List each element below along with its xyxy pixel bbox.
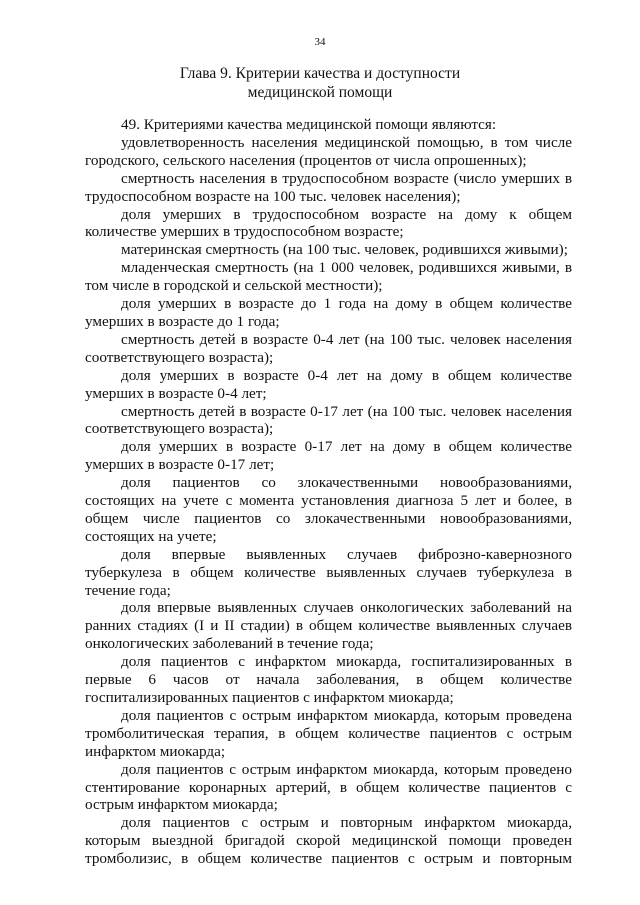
paragraph: доля умерших в возрасте 0-4 лет на дому в общем количестве умерших в возрасте 0-4 лет;: [85, 366, 572, 402]
paragraph: доля пациентов с острым и повторным инфарктом миокарда, которым выездной бригадой скорой медицинской помощи проведен тромболизис, в общем количестве пациентов с острым и повторным: [85, 814, 572, 868]
page-number: 34: [314, 36, 326, 48]
paragraph: доля умерших в трудоспособном возрасте на дому к общем количестве умерших в трудоспособном возрасте;: [85, 205, 572, 241]
paragraph: удовлетворенность населения медицинской помощью, в том числе городского, сельского населения (процентов от числа опрошенных);: [85, 133, 572, 169]
paragraph: доля впервые выявленных случаев фиброзно-кавернозного туберкулеза в общем количестве выявленных случаев туберкулеза в течение года;: [85, 545, 572, 599]
paragraph: младенческая смертность (на 1 000 человек, родившихся живыми, в том числе в городской и сельской местности);: [85, 259, 572, 295]
paragraph: доля пациентов с острым инфарктом миокарда, которым проведено стентирование коронарных артерий, в общем количестве пациентов с острым инфарктом миокарда;: [85, 760, 572, 814]
paragraph: доля пациентов с острым инфарктом миокарда, которым проведена тромболитическая терапия, в общем количестве пациентов с острым инфарктом миокарда;: [85, 706, 572, 760]
paragraph: доля пациентов со злокачественными новообразованиями, состоящих на учете с момента установления диагноза 5 лет и более, в общем числе пациентов со злокачественными новообразованиями, состоящих на учете;: [85, 474, 572, 545]
paragraph: доля пациентов с инфарктом миокарда, госпитализированных в первые 6 часов от начала заболевания, в общем количестве госпитализированных пациентов с инфарктом миокарда;: [85, 653, 572, 706]
paragraph: смертность детей в возрасте 0-4 лет (на 100 тыс. человек населения соответствующего возраста);: [85, 330, 572, 366]
body-text: [85, 116, 572, 868]
paragraph: доля впервые выявленных случаев онкологических заболеваний на ранних стадиях (I и II стадии) в общем количестве выявленных случаев онкологических заболеваний в течение года;: [85, 599, 572, 653]
paragraph: доля умерших в возрасте до 1 года на дому в общем количестве умерших в возрасте до 1 года;: [85, 295, 572, 330]
paragraph: 49. Критериями качества медицинской помощи являются:: [121, 116, 497, 133]
paragraph: материнская смертность (на 100 тыс. человек, родившихся живыми);: [121, 241, 568, 259]
paragraph: доля умерших в возрасте 0-17 лет на дому в общем количестве умерших в возрасте 0-17 лет;: [85, 438, 572, 474]
chapter-title-line-2: медицинской помощи: [247, 84, 393, 101]
chapter-title-line-1: Глава 9. Критерии качества и доступности: [179, 65, 461, 82]
paragraph: смертность детей в возрасте 0-17 лет (на 100 тыс. человек населения соответствующего возраста);: [85, 402, 572, 438]
chapter-title: [0, 64, 640, 102]
paragraph: смертность населения в трудоспособном возрасте (число умерших в трудоспособном возрасте на 100 тыс. человек населения);: [85, 169, 572, 205]
